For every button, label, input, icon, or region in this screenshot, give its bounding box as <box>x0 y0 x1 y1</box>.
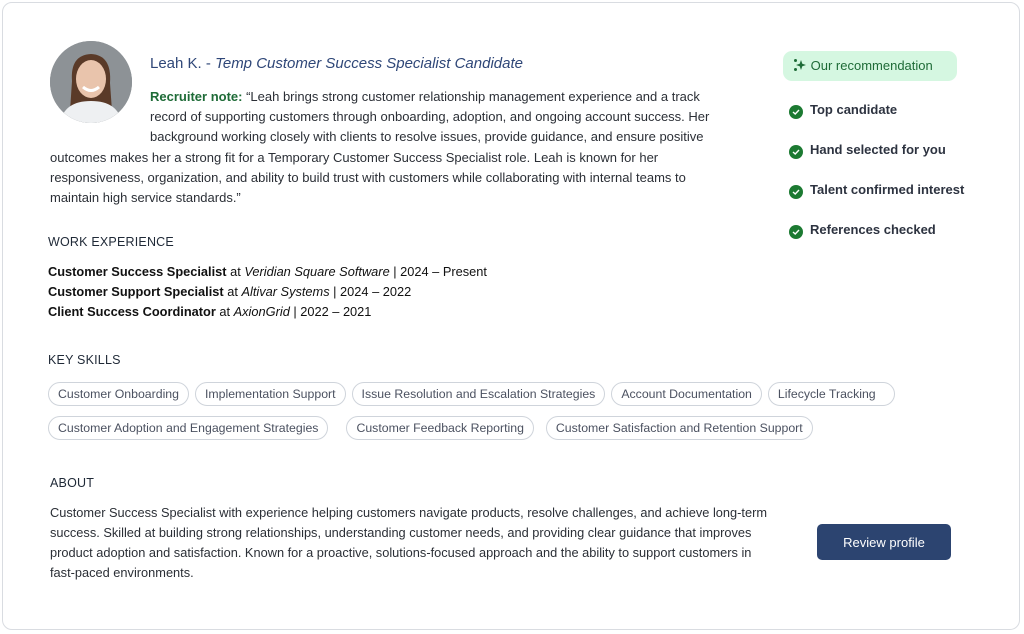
check-label: Hand selected for you <box>810 142 946 157</box>
skill-chip: Customer Adoption and Engagement Strategies <box>48 416 328 440</box>
sparkle-icon <box>793 58 807 72</box>
candidate-name: Leah K. <box>150 55 202 72</box>
about-text: Customer Success Specialist with experience helping customers navigate products, resolve challenges, and achieve long-term success. Skilled at building strong relationships, understanding customer needs, and providing clear guidance that improves product adoption and satisfaction. Known for a proactive, solutions-focused approach and the ability to support customers in fast-paced environments. <box>50 505 767 580</box>
review-profile-button[interactable]: Review profile <box>817 524 951 560</box>
work-item <box>48 262 487 282</box>
job-title: Customer Support Specialist <box>48 284 224 299</box>
recruiter-note-label: Recruiter note: <box>150 89 243 104</box>
about-heading: ABOUT <box>50 476 95 490</box>
check-label: References checked <box>810 222 936 237</box>
title-separator: - <box>201 55 216 72</box>
at-text: at <box>215 304 234 319</box>
recommendation-label: Our recommendation <box>810 58 933 73</box>
work-experience-list <box>48 262 487 322</box>
check-item <box>789 222 964 262</box>
check-item <box>789 182 964 222</box>
at-text: at <box>226 264 245 279</box>
skill-chip: Customer Onboarding <box>48 382 189 406</box>
dates: | 2024 – 2022 <box>329 284 412 299</box>
candidate-header <box>50 41 735 208</box>
dates: | 2024 – Present <box>389 264 487 279</box>
key-skills-heading: KEY SKILLS <box>48 353 121 367</box>
check-label: Top candidate <box>810 102 898 117</box>
check-item <box>789 142 964 182</box>
recommendation-checks <box>789 102 964 262</box>
at-text: at <box>223 284 242 299</box>
check-label: Talent confirmed interest <box>810 182 965 197</box>
recruiter-note <box>50 87 735 208</box>
check-circle-icon <box>789 105 803 119</box>
check-circle-icon <box>789 225 803 239</box>
recommendation-badge <box>783 51 957 81</box>
work-item <box>48 302 487 322</box>
skills-list <box>48 382 948 450</box>
skill-chip: Lifecycle Tracking <box>768 382 895 406</box>
dates: | 2022 – 2021 <box>289 304 372 319</box>
company: AxionGrid <box>233 304 290 319</box>
skill-chip: Issue Resolution and Escalation Strategies <box>352 382 606 406</box>
work-experience-heading: WORK EXPERIENCE <box>48 235 174 249</box>
skill-chip: Implementation Support <box>195 382 346 406</box>
candidate-card <box>2 2 1020 630</box>
avatar <box>50 41 132 123</box>
skill-chip: Account Documentation <box>611 382 762 406</box>
company: Altivar Systems <box>241 284 330 299</box>
avatar-portrait-icon <box>50 41 132 123</box>
skill-chip: Customer Feedback Reporting <box>346 416 533 440</box>
check-circle-icon <box>789 185 803 199</box>
recruiter-note-text: “Leah brings strong customer relationship management experience and a track record of supporting customers through onboarding, adoption, and ongoing account success. Her background working closely with clients to resolve issues, provide guidance, and ensure positive outcomes makes her a strong fit for a Temporary Customer Success Specialist role. Leah is known for her responsiveness, organization, and ability to build trust with customers while collaborating with internal teams to maintain high service standards.” <box>50 89 710 206</box>
check-circle-icon <box>789 145 803 159</box>
check-item <box>789 102 964 142</box>
work-item <box>48 282 487 302</box>
candidate-role: Temp Customer Success Specialist Candidate <box>215 55 523 72</box>
job-title: Customer Success Specialist <box>48 264 227 279</box>
skill-chip: Customer Satisfaction and Retention Support <box>546 416 813 440</box>
candidate-title <box>50 41 735 74</box>
job-title: Client Success Coordinator <box>48 304 216 319</box>
company: Veridian Square Software <box>244 264 390 279</box>
